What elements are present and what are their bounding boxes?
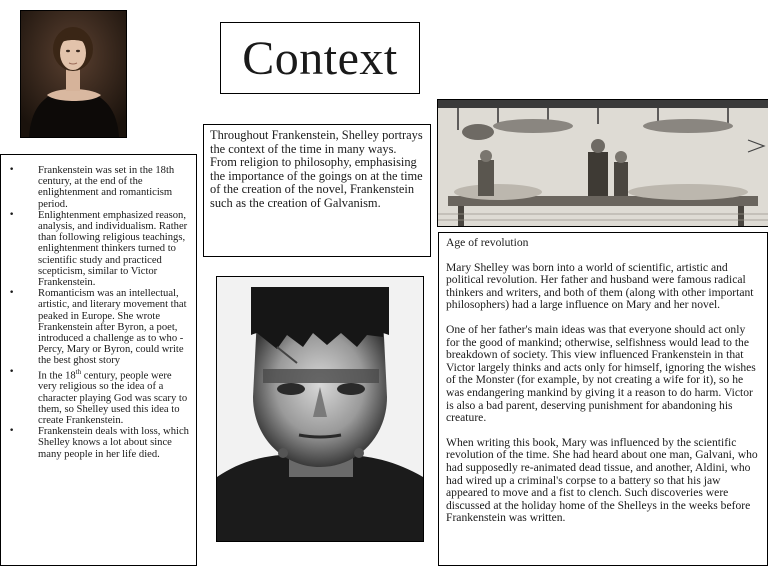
context-bullet-box: [0, 154, 197, 566]
bullet-text-end: century, people were very religious so the idea of a character playing God was scary to them, so Shelley used this idea to create Frankenstein.: [38, 370, 188, 426]
intro-paragraph-2: From religion to philosophy, emphasising the importance of the goings on at the time of the creation of the novel, Frankenstein such as the creation of Galvanism.: [210, 155, 423, 210]
bullet-item: • Romanticism was an intellectual, artistic, and literary movement that peaked in Europe. She wrote Frankenstein after Byron, a poet, introduced a challenge as to who - Percy, Mary or Byron, could write the best ghost story: [38, 288, 190, 366]
revolution-paragraph-3: When writing this book, Mary was influenced by the scientific revolution of the time. She had heard about one man, Galvani, who had supposedly re-animated dead tissue, and another, Aldini, who had wired up a criminal's corpse to a battery so that his jaw appeared to move and a fist to clench. Such discoveries were discussed at the holiday home of the Shelleys in the weeks before Frankenstein was written.: [446, 435, 758, 525]
revolution-paragraph-2: One of her father's main ideas was that everyone should act only for the good of mankind; otherwise, selfishness would lead to the breakdown of society. This view influenced Frankenstein in that Victor largely thinks and acts only for himself, ignoring the wishes of the Monster (for example, by not creating a wife for it), so he was endangering mankind by giving it a reason to do harm. Victor is also a bad parent, deserving punishment for abandoning his creature.: [446, 322, 756, 425]
bullet-text-start: In the 18: [38, 370, 76, 382]
monster-illustration: [217, 277, 423, 541]
bullet-item: • Enlightenment emphasized reason, analysis, and individualism. Rather than following religious teachings, enlightenment thinkers turned to scientific study and practiced scepticism, similar to Victor Frankenstein.: [38, 210, 190, 288]
engraving-illustration: [438, 100, 768, 226]
galvanism-engraving: [437, 99, 768, 227]
section-heading: Age of revolution: [446, 236, 529, 249]
revolution-paragraph-1: Mary Shelley was born into a world of scientific, artistic and political revolution. Her father and husband were famous radical thinkers and writers, and both of them (along with other important philosophers) had a large influence on Mary and her novel.: [446, 260, 754, 312]
portrait-illustration: [21, 11, 126, 137]
bullet-item: • Frankenstein was set in the 18th century, at the end of the enlightenment and romanticism period.: [38, 165, 190, 210]
frankenstein-monster-photo: [216, 276, 424, 542]
age-of-revolution-box: [438, 232, 768, 566]
page-title: Context: [242, 31, 398, 85]
context-bullet-list: [7, 165, 190, 460]
intro-paragraph-1: Throughout Frankenstein, Shelley portrays the context of the time in many ways.: [210, 128, 423, 156]
mary-shelley-portrait: [20, 10, 127, 138]
bullet-item: • Frankenstein deals with loss, which Shelley knows a lot about since many people in her life died.: [38, 426, 190, 460]
title-box: [220, 22, 420, 94]
intro-text-box: [203, 124, 431, 257]
ordinal-suffix: th: [75, 367, 82, 376]
bullet-item: [38, 367, 190, 427]
